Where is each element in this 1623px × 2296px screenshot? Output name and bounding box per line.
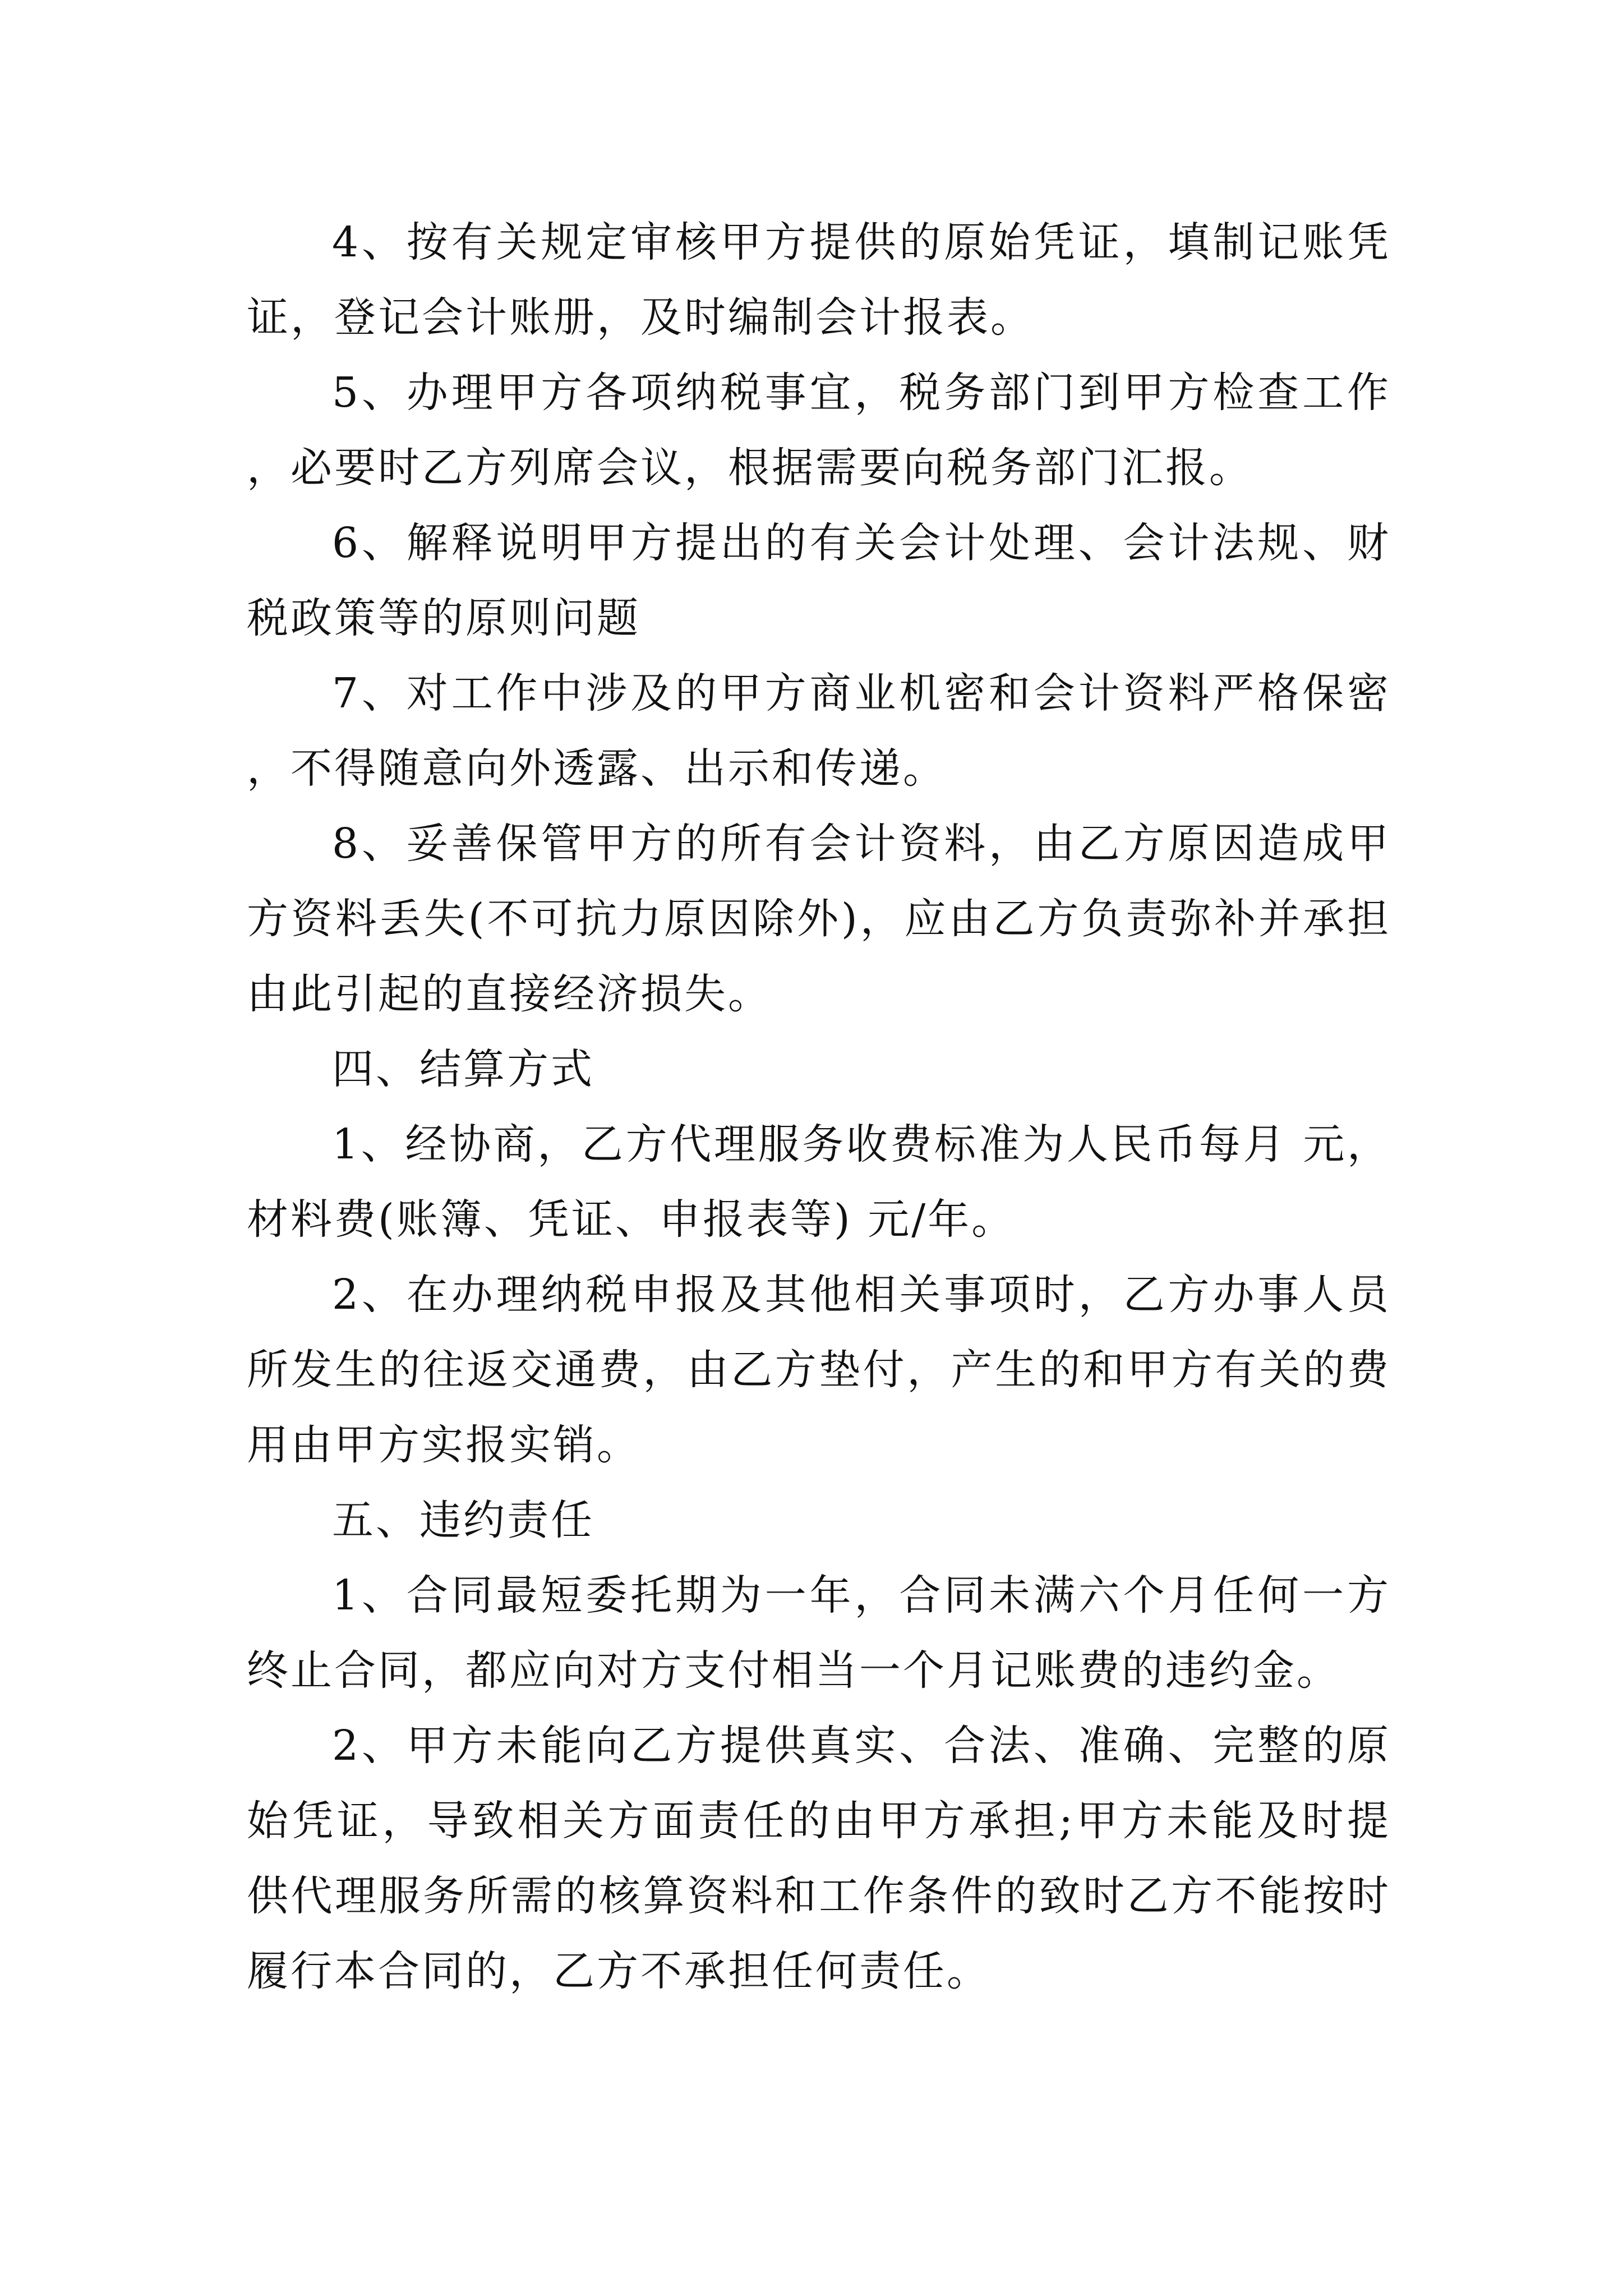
section-heading-settlement: 四、结算方式 [332, 1045, 594, 1093]
paragraph-settlement-2-transport: 2、在办理纳税申报及其他相关事项时，乙方办事人员所发生的往返交通费，由乙方垫付，产生的和甲方有关的费用由甲方实报实销。 [247, 1271, 1391, 1469]
paragraph-5-tax-matters: 5、办理甲方各项纳税事宜，税务部门到甲方检查工作，必要时乙方列席会议，根据需要向税务部门汇报。 [247, 369, 1391, 492]
paragraph-settlement-1-fees: 1、经协商，乙方代理服务收费标准为人民币每月 元，材料费(账簿、凭证、申报表等) 元/年。 [247, 1120, 1391, 1244]
paragraph-liability-2-vouchers: 2、甲方未能向乙方提供真实、合法、准确、完整的原始凭证，导致相关方面责任的由甲方承担;甲方未能及时提供代理服务所需的核算资料和工作条件的致时乙方不能按时履行本合同的，乙方不承担任何责任。 [247, 1722, 1391, 1995]
section-heading-liability: 五、违约责任 [332, 1496, 594, 1544]
paragraph-6-explain-issues: 6、解释说明甲方提出的有关会计处理、会计法规、财税政策等的原则问题 [247, 519, 1391, 642]
paragraph-7-confidentiality: 7、对工作中涉及的甲方商业机密和会计资料严格保密，不得随意向外透露、出示和传递。 [247, 669, 1391, 793]
paragraph-4-review-vouchers: 4、按有关规定审核甲方提供的原始凭证，填制记账凭证，登记会计账册，及时编制会计报表。 [247, 218, 1391, 342]
document-body [247, 205, 1391, 2009]
paragraph-8-safekeeping: 8、妥善保管甲方的所有会计资料，由乙方原因造成甲方资料丢失(不可抗力原因除外)，应由乙方负责弥补并承担由此引起的直接经济损失。 [247, 820, 1391, 1018]
paragraph-liability-1-term: 1、合同最短委托期为一年，合同未满六个月任何一方终止合同，都应向对方支付相当一个月记账费的违约金。 [247, 1571, 1391, 1695]
